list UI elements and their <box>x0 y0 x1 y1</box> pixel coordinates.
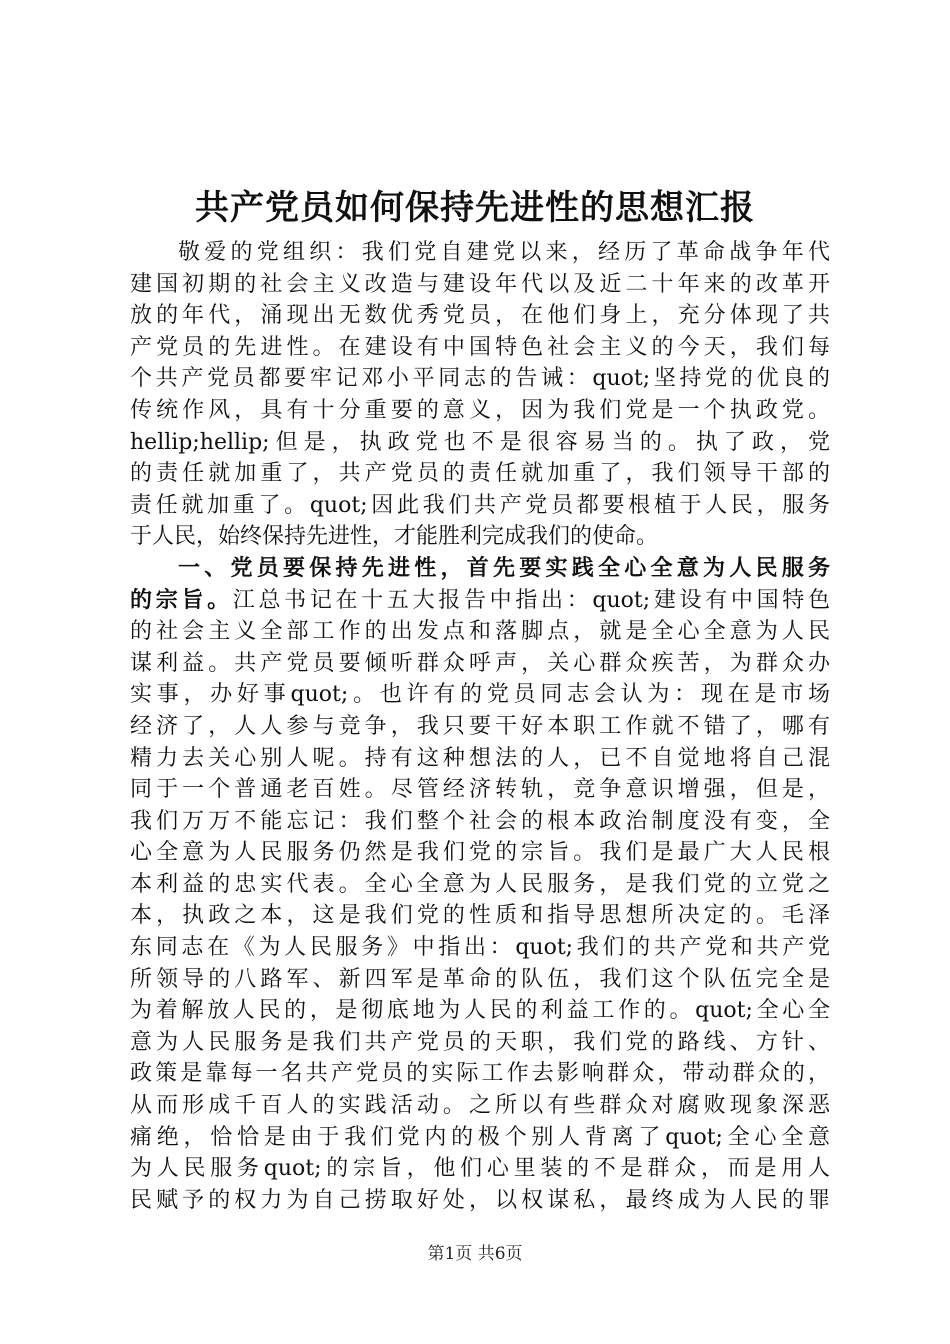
body-line: 放的年代，涌现出无数优秀党员，在他们身上，充分体现了共 <box>130 303 830 329</box>
body-line: 从而形成千百人的实践活动。之所以有些群众对腐败现象深恶 <box>130 1093 830 1119</box>
body-line: 意为人民服务是我们共产党员的天职，我们党的路线、方针、 <box>130 1029 830 1055</box>
body-line: 的责任就加重了，共产党员的责任就加重了，我们领导干部的 <box>130 461 830 487</box>
document-body <box>130 237 830 1216</box>
body-line: 敬爱的党组织：我们党自建党以来，经历了革命战争年代 <box>178 240 830 265</box>
body-line: 于人民，始终保持先进性，才能胜利完成我们的使命。 <box>130 524 659 550</box>
body-line: 建国初期的社会主义改造与建设年代以及近二十年来的改革开 <box>130 271 830 297</box>
body-line: 政策是靠每一名共产党员的实际工作去影响群众，带动群众的， <box>130 1061 830 1087</box>
body-line: 精力去关心别人呢。持有这种想法的人，已不自觉地将自己混 <box>130 745 830 771</box>
body-line-segment: 江总书记在十五大报告中指出：quot;建设有中国特色 <box>232 587 830 613</box>
body-line: 实事，办好事quot;。也许有的党员同志会认为：现在是市场 <box>130 682 830 708</box>
body-line: 东同志在《为人民服务》中指出：quot;我们的共产党和共产党 <box>130 935 830 961</box>
body-line: hellip;hellip;但是，执政党也不是很容易当的。执了政，党 <box>130 429 830 455</box>
body-line: 一、党员要保持先进性，首先要实践全心全意为人民服务 <box>178 554 830 581</box>
body-line: 民赋予的权力为自己捞取好处，以权谋私，最终成为人民的罪 <box>130 1187 830 1213</box>
body-line: 本，执政之本，这是我们党的性质和指导思想所决定的。毛泽 <box>130 903 830 929</box>
body-line: 责任就加重了。quot;因此我们共产党员都要根植于人民，服务 <box>130 492 830 518</box>
body-line-bold-segment: 的宗旨。 <box>130 586 233 613</box>
body-line: 痛绝，恰恰是由于我们党内的极个别人背离了quot;全心全意 <box>130 1124 830 1150</box>
body-line: 的社会主义全部工作的出发点和落脚点，就是全心全意为人民 <box>130 619 830 645</box>
body-line: 心全意为人民服务仍然是我们党的宗旨。我们是最广大人民根 <box>130 840 830 866</box>
body-line: 所领导的八路军、新四军是革命的队伍，我们这个队伍完全是 <box>130 966 830 992</box>
page-footer: 第1页 共6页 <box>427 1244 523 1264</box>
body-line: 传统作风，具有十分重要的意义，因为我们党是一个执政党。 <box>130 397 830 423</box>
body-line: 产党员的先进性。在建设有中国特色社会主义的今天，我们每 <box>130 334 830 360</box>
body-line: 为人民服务quot;的宗旨，他们心里装的不是群众，而是用人 <box>130 1156 830 1182</box>
body-line: 谋利益。共产党员要倾听群众呼声，关心群众疾苦，为群众办 <box>130 650 830 676</box>
document-title: 共产党员如何保持先进性的思想汇报 <box>195 188 755 228</box>
body-line <box>130 585 830 617</box>
body-line: 我们万万不能忘记：我们整个社会的根本政治制度没有变，全 <box>130 808 830 834</box>
body-line: 个共产党员都要牢记邓小平同志的告诫：quot;坚持党的优良的 <box>130 366 830 392</box>
body-line: 经济了，人人参与竞争，我只要干好本职工作就不错了，哪有 <box>130 713 830 739</box>
body-line: 同于一个普通老百姓。尽管经济转轨，竞争意识增强，但是， <box>130 777 830 803</box>
body-line: 为着解放人民的，是彻底地为人民的利益工作的。quot;全心全 <box>130 998 830 1024</box>
body-line: 本利益的忠实代表。全心全意为人民服务，是我们党的立党之 <box>130 871 830 897</box>
